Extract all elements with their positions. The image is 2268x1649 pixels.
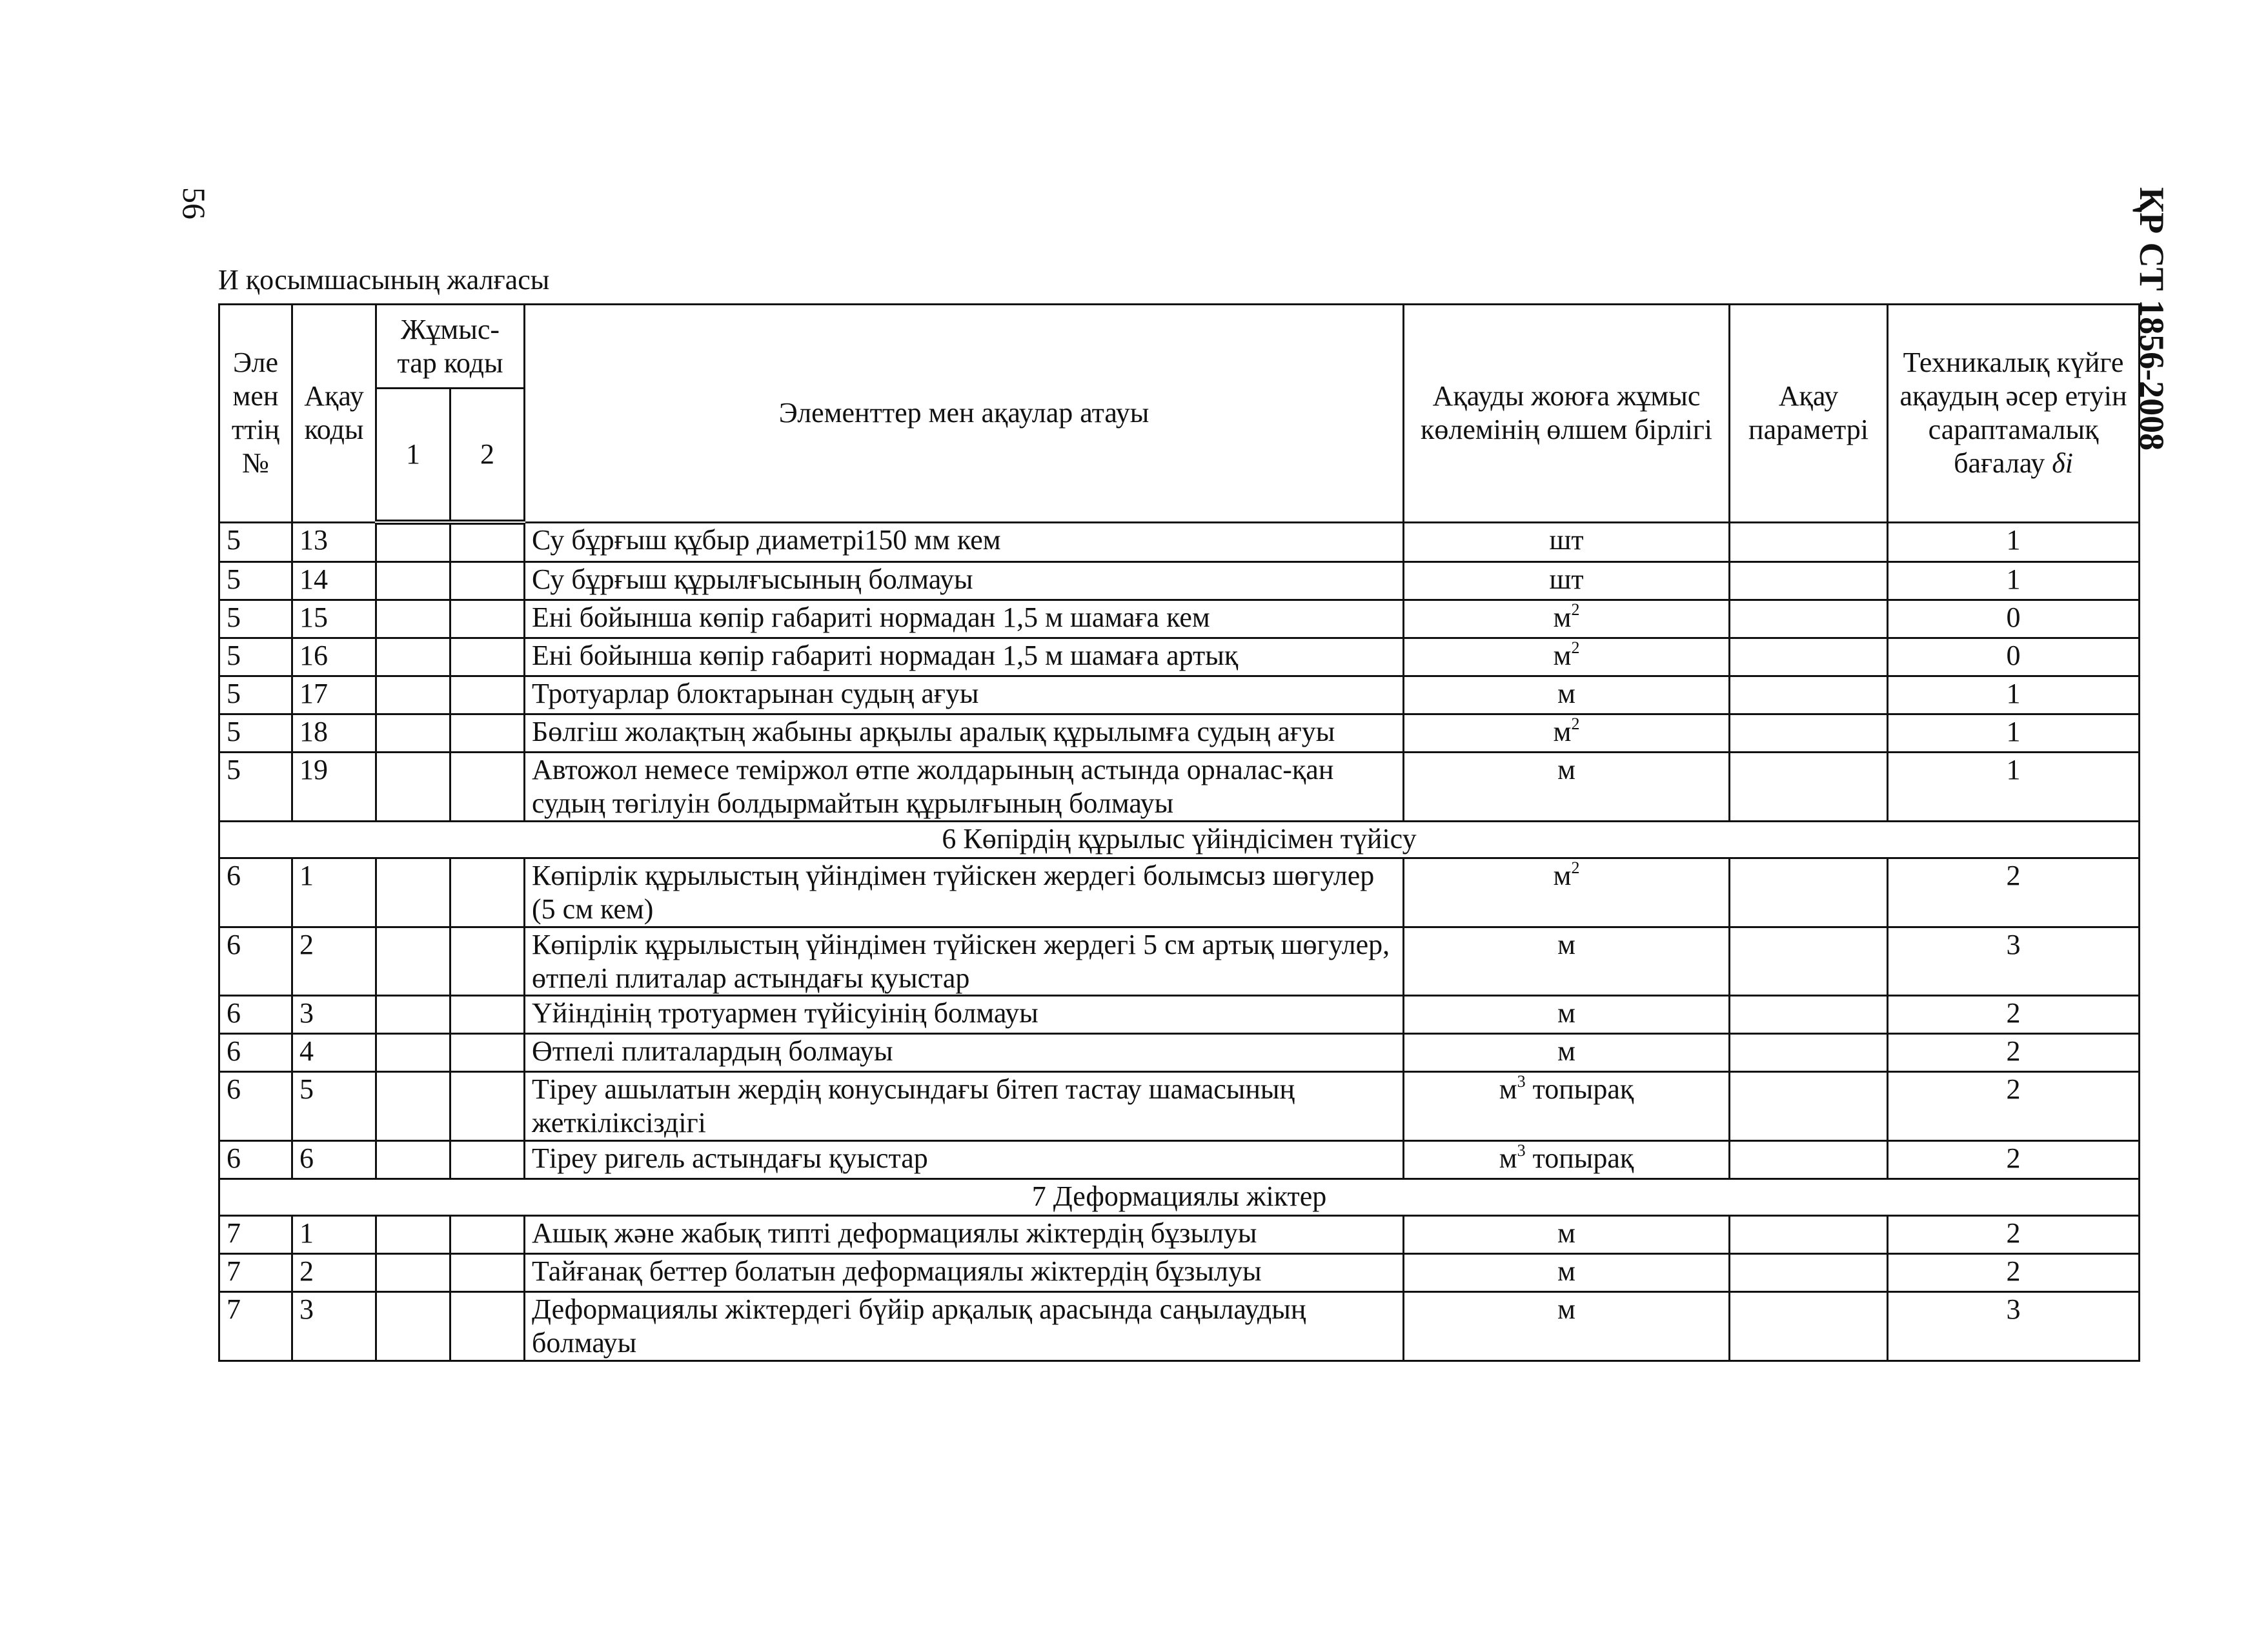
- element-number-cell: 6: [219, 858, 292, 927]
- work-code-1-cell: [376, 1141, 451, 1179]
- defect-name-cell: Тротуарлар блоктарынан судың ағуы: [525, 676, 1404, 714]
- unit-text: м: [1557, 1293, 1575, 1326]
- parameter-cell: [1730, 1034, 1888, 1072]
- header-work-2: 2: [451, 389, 525, 523]
- section-6-title: 6 Көпірдің құрылыс үйіндісімен түйісу: [219, 821, 2140, 858]
- unit-cell: [1404, 1141, 1730, 1179]
- table-row: [219, 600, 2140, 638]
- work-code-1-cell: [376, 996, 451, 1034]
- unit-cell: [1404, 858, 1730, 927]
- expert-score-cell: 2: [1888, 1216, 2140, 1254]
- work-code-2-cell: [451, 600, 525, 638]
- table-body: [219, 522, 2140, 1361]
- defect-name-cell: Су бұрғыш құбыр диаметрі150 мм кем: [525, 522, 1404, 562]
- expert-score-cell: 1: [1888, 522, 2140, 562]
- appendix-caption: И қосымшасының жалғасы: [218, 264, 550, 296]
- unit-cell: [1404, 600, 1730, 638]
- defect-name-cell: Ені бойынша көпір габариті нормадан 1,5 м шамаға кем: [525, 600, 1404, 638]
- header-expert-score-text: Техникалық күйге ақаудың әсер етуін сараптамалық бағалау: [1899, 347, 2127, 480]
- work-code-2-cell: [451, 858, 525, 927]
- work-code-2-cell: [451, 1034, 525, 1072]
- unit-cell: [1404, 562, 1730, 600]
- work-code-1-cell: [376, 522, 451, 562]
- unit-cell: [1404, 1034, 1730, 1072]
- element-number-cell: 6: [219, 1072, 292, 1141]
- defect-code-cell: 1: [292, 1216, 376, 1254]
- work-code-2-cell: [451, 638, 525, 676]
- work-code-1-cell: [376, 714, 451, 753]
- expert-score-cell: 2: [1888, 1141, 2140, 1179]
- work-code-1-cell: [376, 1254, 451, 1292]
- parameter-cell: [1730, 1292, 1888, 1361]
- work-code-2-cell: [451, 1254, 525, 1292]
- element-number-cell: 6: [219, 996, 292, 1034]
- work-code-1-cell: [376, 1292, 451, 1361]
- work-code-2-cell: [451, 1216, 525, 1254]
- unit-exponent: 3: [1517, 1072, 1526, 1091]
- table-row: [219, 522, 2140, 562]
- defects-table: [218, 303, 2140, 1362]
- expert-score-cell: 3: [1888, 927, 2140, 996]
- page-number: 56: [176, 187, 212, 219]
- table-row: [219, 638, 2140, 676]
- defect-code-cell: 3: [292, 1292, 376, 1361]
- element-number-cell: 5: [219, 714, 292, 753]
- defect-name-cell: Ені бойынша көпір габариті нормадан 1,5 м шамаға артық: [525, 638, 1404, 676]
- unit-text: м: [1557, 928, 1575, 960]
- parameter-cell: [1730, 676, 1888, 714]
- defect-code-cell: 3: [292, 996, 376, 1034]
- defect-name-cell: Автожол немесе теміржол өтпе жолдарының астында орналас-қан судың төгілуін болдырмайтын құрылғының болмауы: [525, 753, 1404, 822]
- parameter-cell: [1730, 600, 1888, 638]
- defect-code-cell: 13: [292, 522, 376, 562]
- work-code-2-cell: [451, 714, 525, 753]
- expert-score-cell: 1: [1888, 714, 2140, 753]
- defect-name-cell: Бөлгіш жолақтың жабыны арқылы аралық құрылымға судың ағуы: [525, 714, 1404, 753]
- expert-score-cell: 2: [1888, 1254, 2140, 1292]
- defect-name-cell: Тіреу ашылатын жердің конусындағы бітеп тастау шамасының жеткіліксіздігі: [525, 1072, 1404, 1141]
- work-code-1-cell: [376, 562, 451, 600]
- expert-score-cell: 2: [1888, 1034, 2140, 1072]
- defect-code-cell: 1: [292, 858, 376, 927]
- table-header: [219, 305, 2140, 523]
- defect-code-cell: 18: [292, 714, 376, 753]
- defect-code-cell: 4: [292, 1034, 376, 1072]
- parameter-cell: [1730, 927, 1888, 996]
- defect-code-cell: 17: [292, 676, 376, 714]
- defect-code-cell: 5: [292, 1072, 376, 1141]
- table-row: [219, 714, 2140, 753]
- unit-text: м: [1557, 754, 1575, 785]
- expert-score-cell: 2: [1888, 996, 2140, 1034]
- unit-cell: [1404, 927, 1730, 996]
- unit-text: м: [1557, 1035, 1575, 1067]
- header-work-codes: Жұмыс- тар коды: [376, 305, 525, 389]
- header-expert-score: [1888, 305, 2140, 523]
- unit-suffix: топырақ: [1525, 1073, 1634, 1106]
- element-number-cell: 7: [219, 1216, 292, 1254]
- unit-cell: [1404, 753, 1730, 822]
- work-code-2-cell: [451, 562, 525, 600]
- header-element-number: Эле мен ттің №: [219, 305, 292, 523]
- table-row: [219, 1292, 2140, 1361]
- work-code-1-cell: [376, 1072, 451, 1141]
- work-code-2-cell: [451, 522, 525, 562]
- work-code-1-cell: [376, 858, 451, 927]
- standard-code: ҚР СТ 1856-2008: [2132, 187, 2171, 451]
- expert-score-cell: 1: [1888, 676, 2140, 714]
- unit-text: м: [1553, 716, 1572, 747]
- unit-text: шт: [1549, 563, 1584, 595]
- expert-score-cell: 1: [1888, 753, 2140, 822]
- unit-cell: [1404, 1254, 1730, 1292]
- parameter-cell: [1730, 858, 1888, 927]
- section-row: [219, 821, 2140, 858]
- defect-code-cell: 16: [292, 638, 376, 676]
- defect-name-cell: Көпірлік құрылыстың үйіндімен түйіскен жердегі болымсыз шөгулер (5 см кем): [525, 858, 1404, 927]
- table-row: [219, 753, 2140, 822]
- table-row: [219, 858, 2140, 927]
- work-code-1-cell: [376, 676, 451, 714]
- expert-score-cell: 2: [1888, 1072, 2140, 1141]
- parameter-cell: [1730, 1141, 1888, 1179]
- defect-name-cell: Тіреу ригель астындағы қуыстар: [525, 1141, 1404, 1179]
- unit-cell: [1404, 676, 1730, 714]
- unit-exponent: 2: [1571, 714, 1580, 733]
- parameter-cell: [1730, 522, 1888, 562]
- element-number-cell: 5: [219, 522, 292, 562]
- unit-text: шт: [1549, 523, 1584, 556]
- section-row: [219, 1179, 2140, 1216]
- unit-cell: [1404, 638, 1730, 676]
- unit-suffix: топырақ: [1525, 1142, 1634, 1175]
- work-code-2-cell: [451, 996, 525, 1034]
- parameter-cell: [1730, 1072, 1888, 1141]
- header-parameter: Ақау параметрі: [1730, 305, 1888, 523]
- element-number-cell: 6: [219, 1034, 292, 1072]
- work-code-2-cell: [451, 1072, 525, 1141]
- parameter-cell: [1730, 562, 1888, 600]
- expert-score-cell: 2: [1888, 858, 2140, 927]
- work-code-2-cell: [451, 927, 525, 996]
- expert-score-cell: 0: [1888, 638, 2140, 676]
- element-number-cell: 6: [219, 1141, 292, 1179]
- element-number-cell: 5: [219, 753, 292, 822]
- unit-text: м: [1557, 678, 1575, 709]
- delta-symbol: δi: [2052, 447, 2073, 480]
- expert-score-cell: 1: [1888, 562, 2140, 600]
- unit-cell: [1404, 714, 1730, 753]
- table-row: [219, 1254, 2140, 1292]
- unit-exponent: 2: [1571, 638, 1580, 657]
- unit-text: м: [1557, 1217, 1575, 1249]
- element-number-cell: 5: [219, 638, 292, 676]
- defect-code-cell: 2: [292, 1254, 376, 1292]
- header-unit: Ақауды жоюға жұмыс көлемінің өлшем бірлігі: [1404, 305, 1730, 523]
- work-code-1-cell: [376, 600, 451, 638]
- defect-code-cell: 2: [292, 927, 376, 996]
- defect-code-cell: 14: [292, 562, 376, 600]
- work-code-1-cell: [376, 638, 451, 676]
- work-code-2-cell: [451, 753, 525, 822]
- work-code-2-cell: [451, 676, 525, 714]
- table-row: [219, 1034, 2140, 1072]
- parameter-cell: [1730, 996, 1888, 1034]
- parameter-cell: [1730, 1254, 1888, 1292]
- unit-text: м: [1553, 859, 1572, 891]
- unit-text: м: [1499, 1073, 1517, 1106]
- work-code-1-cell: [376, 1216, 451, 1254]
- header-name: Элементтер мен ақаулар атауы: [525, 305, 1404, 523]
- defect-code-cell: 6: [292, 1141, 376, 1179]
- unit-cell: [1404, 1072, 1730, 1141]
- work-code-2-cell: [451, 1141, 525, 1179]
- work-code-1-cell: [376, 753, 451, 822]
- defect-name-cell: Ашық және жабық типті деформациялы жіктердің бұзылуы: [525, 1216, 1404, 1254]
- table-row: [219, 1072, 2140, 1141]
- unit-cell: [1404, 522, 1730, 562]
- defect-name-cell: Өтпелі плиталардың болмауы: [525, 1034, 1404, 1072]
- unit-cell: [1404, 1216, 1730, 1254]
- unit-cell: [1404, 996, 1730, 1034]
- header-defect-code: Ақау коды: [292, 305, 376, 523]
- unit-exponent: 2: [1571, 600, 1580, 619]
- unit-exponent: 2: [1571, 858, 1580, 877]
- defect-name-cell: Үйіндінің тротуармен түйісуінің болмауы: [525, 996, 1404, 1034]
- defect-name-cell: Көпірлік құрылыстың үйіндімен түйіскен жердегі 5 см артық шөгулер, өтпелі плиталар астындағы қуыстар: [525, 927, 1404, 996]
- unit-text: м: [1557, 997, 1575, 1029]
- defect-name-cell: Су бұрғыш құрылғысының болмауы: [525, 562, 1404, 600]
- element-number-cell: 7: [219, 1292, 292, 1361]
- table-row: [219, 1216, 2140, 1254]
- table-row: [219, 1141, 2140, 1179]
- defect-code-cell: 19: [292, 753, 376, 822]
- section-7-title: 7 Деформациялы жіктер: [219, 1179, 2140, 1216]
- defect-name-cell: Деформациялы жіктердегі бүйір арқалық арасында саңылаудың болмауы: [525, 1292, 1404, 1361]
- table-row: [219, 996, 2140, 1034]
- element-number-cell: 5: [219, 600, 292, 638]
- unit-cell: [1404, 1292, 1730, 1361]
- unit-text: м: [1499, 1142, 1517, 1175]
- unit-text: м: [1553, 640, 1572, 671]
- table-row: [219, 676, 2140, 714]
- header-work-1: 1: [376, 389, 451, 523]
- parameter-cell: [1730, 1216, 1888, 1254]
- parameter-cell: [1730, 753, 1888, 822]
- element-number-cell: 5: [219, 676, 292, 714]
- parameter-cell: [1730, 638, 1888, 676]
- work-code-2-cell: [451, 1292, 525, 1361]
- work-code-1-cell: [376, 1034, 451, 1072]
- unit-text: м: [1557, 1255, 1575, 1288]
- unit-exponent: 3: [1517, 1141, 1526, 1160]
- element-number-cell: 5: [219, 562, 292, 600]
- element-number-cell: 7: [219, 1254, 292, 1292]
- expert-score-cell: 3: [1888, 1292, 2140, 1361]
- defect-code-cell: 15: [292, 600, 376, 638]
- expert-score-cell: 0: [1888, 600, 2140, 638]
- table-row: [219, 927, 2140, 996]
- work-code-1-cell: [376, 927, 451, 996]
- defect-name-cell: Тайғанақ беттер болатын деформациялы жіктердің бұзылуы: [525, 1254, 1404, 1292]
- parameter-cell: [1730, 714, 1888, 753]
- unit-text: м: [1553, 602, 1572, 633]
- table-row: [219, 562, 2140, 600]
- element-number-cell: 6: [219, 927, 292, 996]
